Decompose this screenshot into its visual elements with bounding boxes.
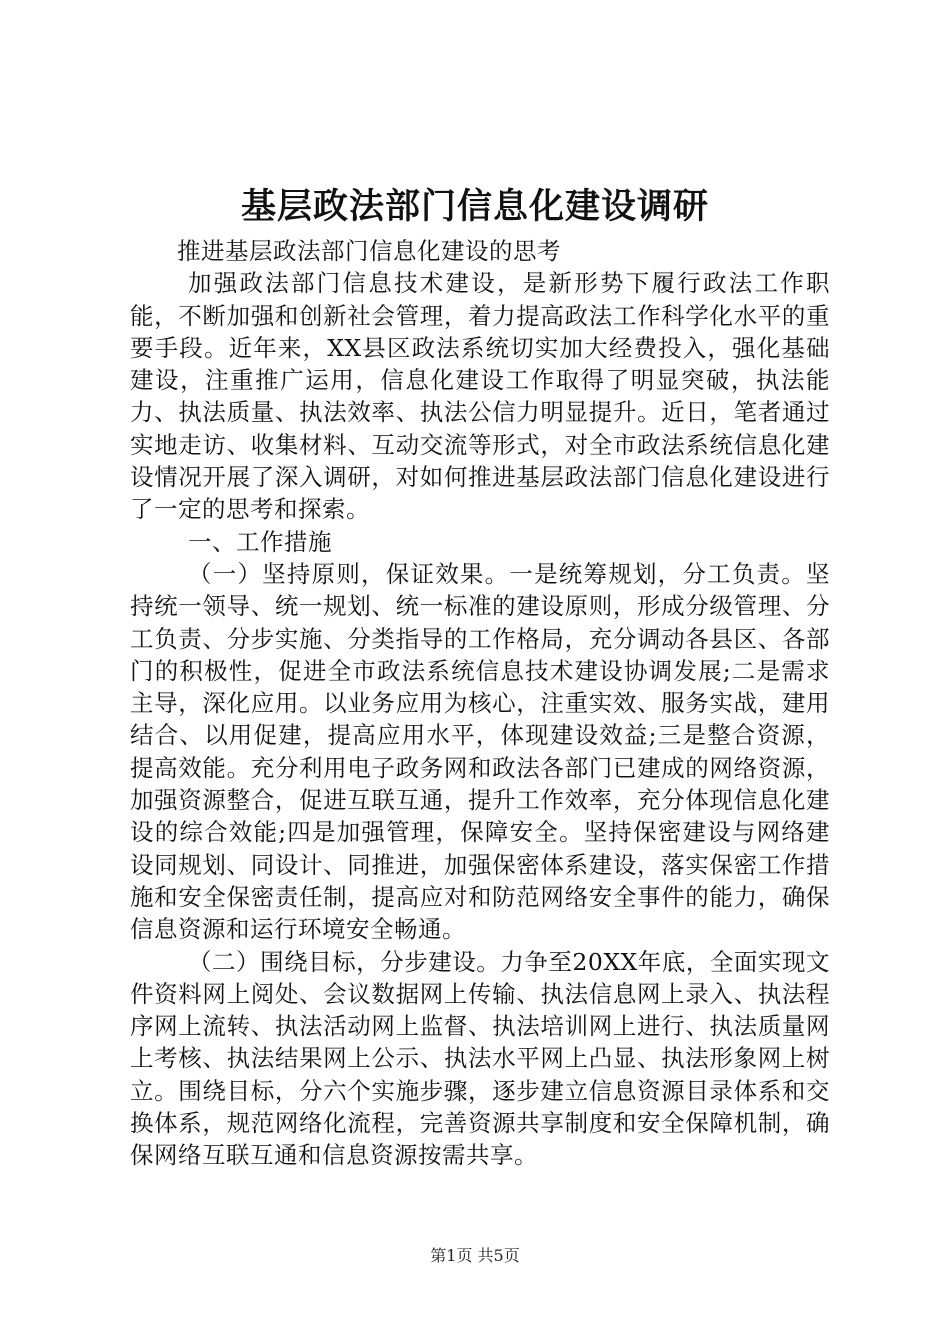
document-title: 基层政法部门信息化建设调研 bbox=[240, 186, 709, 227]
section-heading-work-measures: 一、工作措施 bbox=[188, 527, 332, 556]
paragraph-intro: 加强政法部门信息技术建设，是新形势下履行政法工作职能，不断加强和创新社会管理，着力提高政法工作科学化水平的重要手段。近年来，XX县区政法系统切实加大经费投入，强化基础建设，注重推广运用，信息化建设工作取得了明显突破，执法能力、执法质量、执法效率、执法公信力明显提升。近日，笔者通过实地走访、收集材料、互动交流等形式，对全市政法系统信息化建设情况开展了深入调研，对如何推进基层政法部门信息化建设进行了一定的思考和探索。 bbox=[130, 269, 830, 524]
document-body bbox=[130, 235, 830, 1172]
page-number: 第1页 共5页 bbox=[430, 1246, 520, 1265]
document-subtitle: 推进基层政法部门信息化建设的思考 bbox=[177, 237, 561, 265]
paragraph-goals: （二）围绕目标，分步建设。力争至20XX年底，全面实现文件资料网上阅处、会议数据网上传输、执法信息网上录入、执法程序网上流转、执法活动网上监督、执法培训网上进行、执法质量网上考核、执法结果网上公示、执法水平网上凸显、执法形象网上树立。围绕目标，分六个实施步骤，逐步建立信息资源目录体系和交换体系，规范网络化流程，完善资源共享制度和安全保障机制，确保网络互联互通和信息资源按需共享。 bbox=[130, 947, 830, 1170]
paragraph-principles: （一）坚持原则，保证效果。一是统筹规划，分工负责。坚持统一领导、统一规划、统一标准的建设原则，形成分级管理、分工负责、分步实施、分类指导的工作格局，充分调动各县区、各部门的积极性，促进全市政法系统信息技术建设协调发展;二是需求主导，深化应用。以业务应用为核心，注重实效、服务实战，建用结合、以用促建，提高应用水平，体现建设效益;三是整合资源，提高效能。充分利用电子政务网和政法各部门已建成的网络资源，加强资源整合，促进互联互通，提升工作效率，充分体现信息化建设的综合效能;四是加强管理，保障安全。坚持保密建设与网络建设同规划、同设计、同推进，加强保密体系建设，落实保密工作措施和安全保密责任制，提高应对和防范网络安全事件的能力，确保信息资源和运行环境安全畅通。 bbox=[130, 559, 830, 944]
